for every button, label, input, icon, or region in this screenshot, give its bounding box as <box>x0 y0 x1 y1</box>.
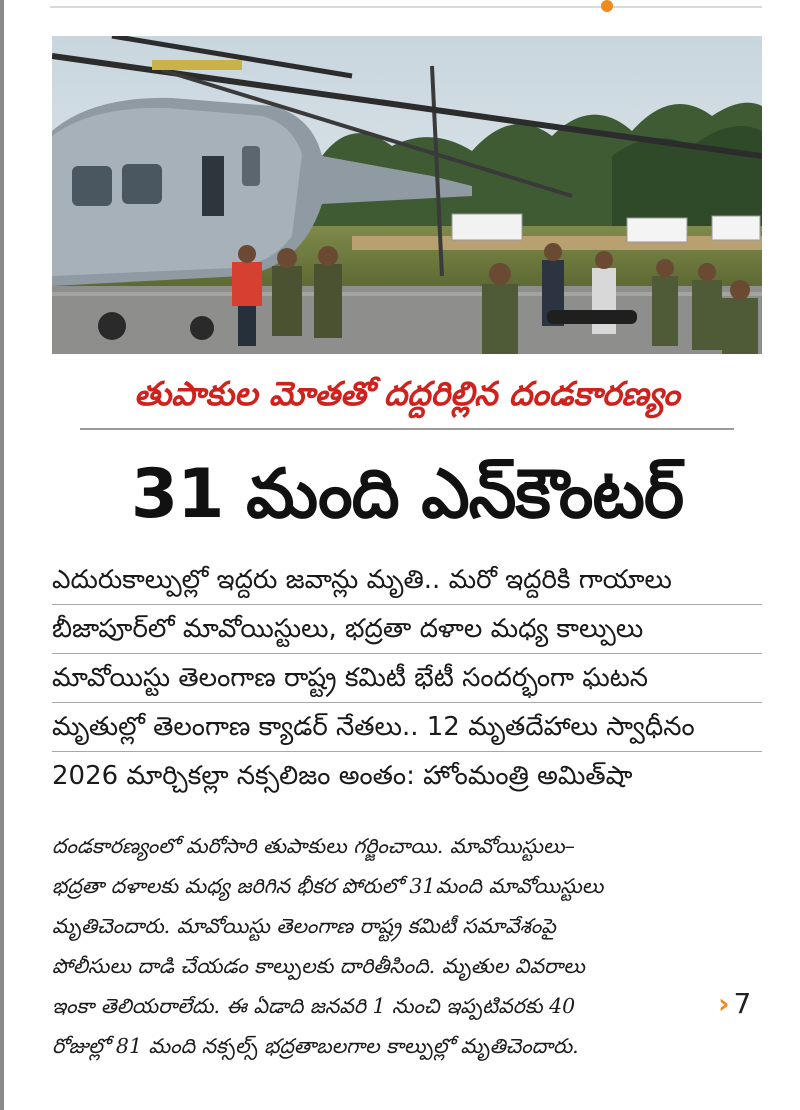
news-photo-helicopter <box>52 36 762 354</box>
highlight-line: మృతుల్లో తెలంగాణ క్యాడర్ నేతలు.. 12 మృతదేహాలు స్వాధీనం <box>52 703 762 752</box>
page-left-rule <box>0 0 4 1110</box>
article-body <box>52 826 712 1066</box>
body-line: రోజుల్లో 81 మంది నక్సల్స్ భద్రతాబలగాల కాల్పుల్లో మృతిచెందారు. <box>52 1034 579 1058</box>
top-border <box>50 0 762 8</box>
highlight-line: మావోయిస్టు తెలంగాణ రాష్ట్ర కమిటీ భేటీ సందర్భంగా ఘటన <box>52 654 762 703</box>
jump-page-number: 7 <box>733 987 752 1020</box>
kicker-divider <box>80 428 734 430</box>
headline-highlights <box>52 556 762 800</box>
highlight-line: ఎదురుకాల్పుల్లో ఇద్దరు జవాన్లు మృతి.. మరో ఇద్దరికి గాయాలు <box>52 556 762 605</box>
continued-on-page[interactable] <box>718 984 751 1024</box>
highlight-line: 2026 మార్చికల్లా నక్సలిజం అంతం: హోంమంత్రి అమిత్‌షా <box>52 761 633 791</box>
body-line: ఇంకా తెలియరాలేదు. ఈ ఏడాది జనవరి 1 నుంచి ఇప్పటివరకు 40 <box>52 994 576 1018</box>
chevron-right-icon: › <box>718 987 730 1020</box>
body-line: దండకారణ్యంలో మరోసారి తుపాకులు గర్జించాయి. మావోయిస్టులు– <box>52 834 575 858</box>
main-headline: 31 మంది ఎన్‌కౌంటర్ <box>130 455 684 534</box>
kicker-subheading: తుపాకుల మోతతో దద్దరిల్లిన దండకారణ్యం <box>134 374 680 413</box>
body-line: మృతిచెందారు. మావోయిస్టు తెలంగాణ రాష్ట్ర కమిటీ సమావేశంపై <box>52 914 556 938</box>
body-line: పోలీసులు దాడి చేయడం కాల్పులకు దారితీసింది. మృతుల వివరాలు <box>52 954 585 978</box>
highlight-line: బీజాపూర్‌లో మావోయిస్టులు, భద్రతా దళాల మధ్య కాల్పులు <box>52 605 762 654</box>
body-line: భద్రతా దళాలకు మధ్య జరిగిన భీకర పోరులో 31మంది మావోయిస్టులు <box>52 874 604 898</box>
orange-marker-dot <box>601 0 613 12</box>
